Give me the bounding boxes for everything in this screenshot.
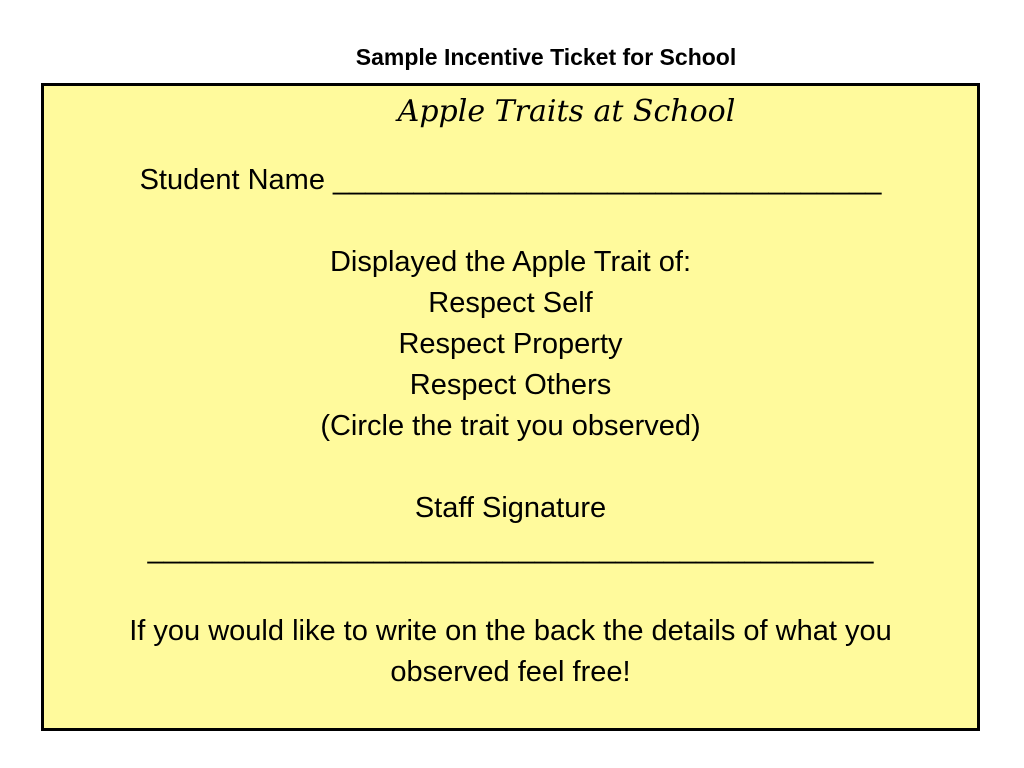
circle-instruction: (Circle the trait you observed) [320, 410, 701, 442]
page-heading: Sample Incentive Ticket for School [355, 44, 737, 70]
trait-respect-self: Respect Self [428, 287, 593, 319]
student-name-row [44, 162, 977, 198]
student-name-blank: __________________________________ [333, 164, 882, 196]
displayed-trait-prompt: Displayed the Apple Trait of: [329, 246, 692, 278]
trait-respect-others: Respect Others [409, 369, 612, 401]
incentive-ticket [41, 83, 980, 731]
ticket-title: Apple Traits at School [397, 94, 736, 129]
staff-signature-label: Staff Signature [414, 492, 607, 524]
student-name-label: Student Name [139, 164, 325, 196]
staff-signature-line: _____________________________________________ [147, 533, 874, 565]
trait-respect-property: Respect Property [398, 328, 623, 360]
footer-note-line-1: If you would like to write on the back the details of what you [129, 615, 892, 647]
footer-note-line-2: observed feel free! [390, 656, 631, 688]
